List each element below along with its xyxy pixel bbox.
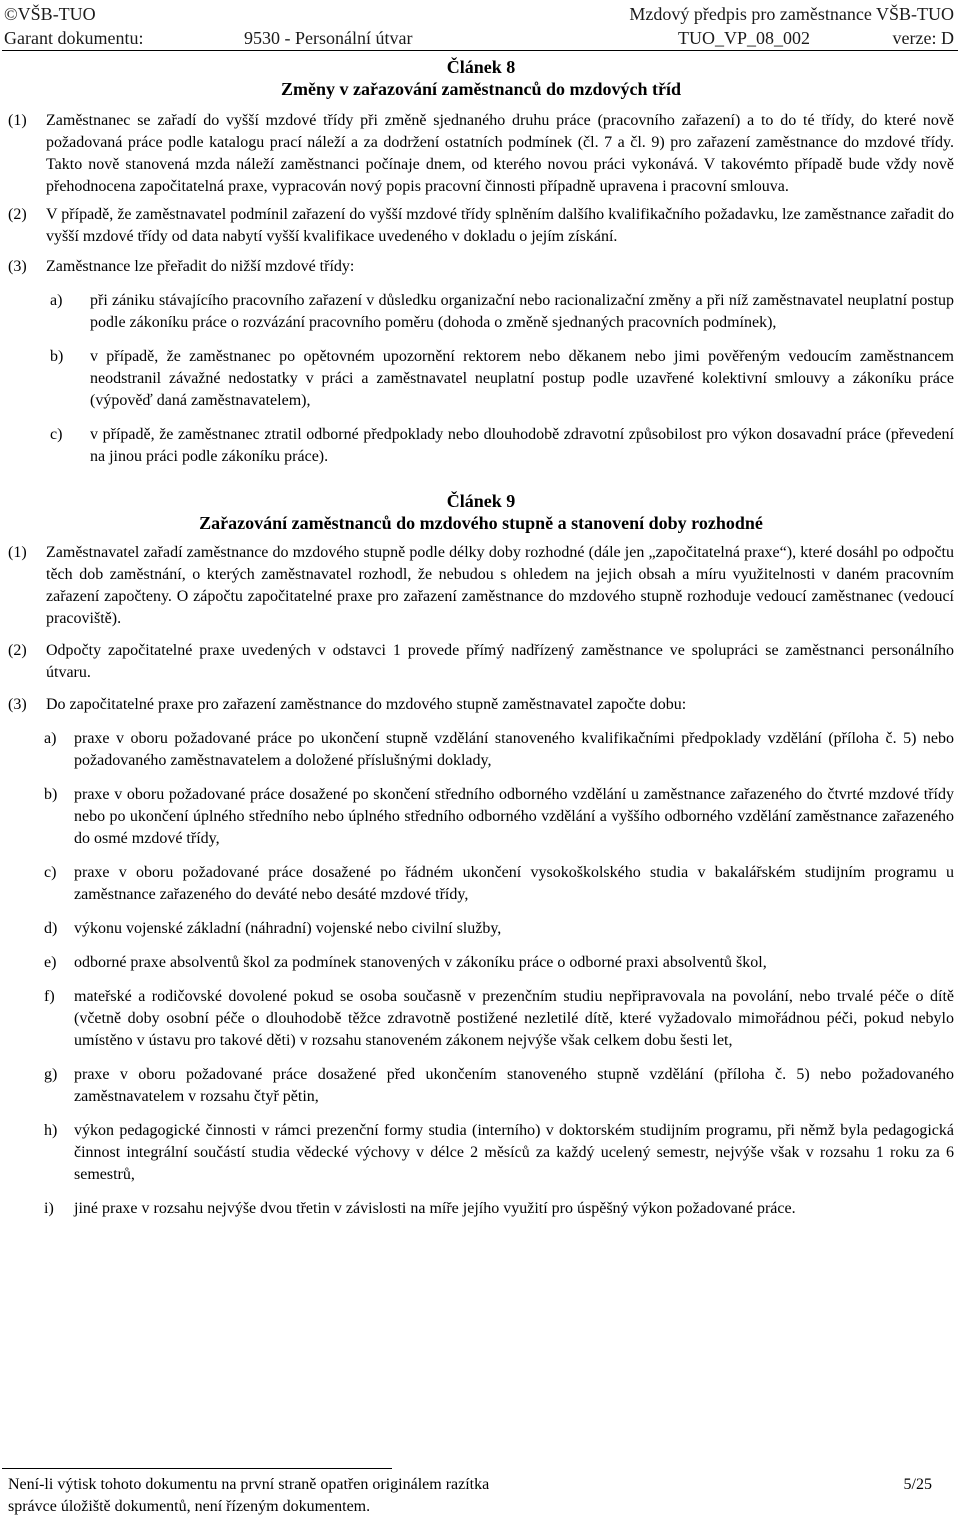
article-8-paragraph-1 xyxy=(8,110,954,198)
list-item xyxy=(8,1064,954,1108)
list-item-text: praxe v oboru požadované práce dosažené po skončení středního odborného vzdělání u zaměstnance zařazeného do čtvrté mzdové třídy nebo po ukončení úplného středního nebo úplného středního odborného vzdělání a vyššího odborného vzdělání zaměstnance zařazeného do osmé mzdové třídy, xyxy=(74,786,954,847)
list-item-label: i) xyxy=(44,1200,54,1217)
list-item-label: h) xyxy=(44,1122,58,1139)
list-item-text: odborné praxe absolventů škol za podmínek stanovených v zákoníku práce o odborné praxi absolventů škol, xyxy=(74,954,767,971)
footer-notice-line-1: Není-li výtisk tohoto dokumentu na první straně opatřen originálem razítka xyxy=(8,1476,490,1493)
paragraph-number: (2) xyxy=(8,206,27,223)
document-code: TUO_VP_08_002 xyxy=(678,28,811,48)
list-item-label: a) xyxy=(50,292,63,309)
list-item xyxy=(8,784,954,850)
list-item-text: praxe v oboru požadované práce dosažené po řádném ukončení vysokoškolského studia v bakalářském studijním programu u zaměstnance zařazeného do deváté nebo desáté mzdové třídy, xyxy=(74,864,954,903)
paragraph-number: (1) xyxy=(8,112,27,129)
list-item xyxy=(8,986,954,1052)
paragraph-text: Zaměstnavatel zařadí zaměstnance do mzdového stupně podle délky doby rozhodné (dále jen „započitatelná praxe“), které dosáhl po odpočtu těch dob zaměstnání, o kterých zaměstnavatel rozhodl, že nebudou s ohledem na jejich obsah a míru využitelnosti v daném pracovním zařazení započteny. O zápočtu započitatelné praxe pro zařazení zaměstnance do mzdového stupně rozhoduje vedoucí zaměstnanec (vedoucí pracoviště). xyxy=(46,544,954,627)
list-item-label: b) xyxy=(50,348,64,365)
list-item-text: mateřské a rodičovské dovolené pokud se osoba současně v prezenčním studiu nepřipravovala na povolání, nebo trvalé péče o dítě (včetně doby osobní péče o dlouhodobě těžce zdravotně postižené nezletilé dítě, které vyžadovalo mimořádnou péči, pokud nebylo umístěno v ústavu pro takové děti) v rozsahu stanoveném zákonem nejvýše však celkem dobu šesti let, xyxy=(74,988,954,1049)
header-divider xyxy=(2,50,958,51)
list-item-label: e) xyxy=(44,954,57,971)
list-item-text: výkonu vojenské základní (náhradní) vojenské nebo civilní služby, xyxy=(74,920,502,937)
list-item xyxy=(8,918,954,940)
footer-divider xyxy=(2,1468,392,1469)
list-item-text: praxe v oboru požadované práce po ukončení stupně vzdělání stanoveného kvalifikačními předpoklady vzdělání (příloha č. 5) nebo požadovaného zaměstnavatelem a doložené příslušnými doklady, xyxy=(74,730,954,769)
list-item-label: c) xyxy=(44,864,57,881)
article-8-number: Článek 8 xyxy=(446,57,516,77)
list-item xyxy=(8,952,954,974)
article-9-paragraph-1 xyxy=(8,542,954,630)
list-item-label: d) xyxy=(44,920,58,937)
paragraph-number: (3) xyxy=(8,258,27,275)
list-item-label: c) xyxy=(50,426,63,443)
article-8-paragraph-3 xyxy=(8,256,954,278)
list-item xyxy=(8,728,954,772)
list-item xyxy=(8,424,954,468)
article-9-title: Zařazování zaměstnanců do mzdového stupně a stanovení doby rozhodné xyxy=(199,513,763,533)
paragraph-text: Zaměstnance lze přeřadit do nižší mzdové třídy: xyxy=(46,258,355,275)
list-item xyxy=(8,290,954,334)
document-body xyxy=(8,56,954,1220)
list-item-label: f) xyxy=(44,988,55,1005)
paragraph-number: (1) xyxy=(8,544,27,561)
list-item xyxy=(8,1198,954,1220)
list-item-label: g) xyxy=(44,1066,58,1083)
list-item-text: v případě, že zaměstnanec ztratil odborné předpoklady nebo dlouhodobě zdravotní způsobilost pro výkon dosavadní práce (převedení na jinou práci podle zákoníku práce). xyxy=(90,426,954,465)
page-number: 5/25 xyxy=(903,1476,932,1493)
list-item-text: při zániku stávajícího pracovního zařazení v důsledku organizační nebo racionalizační změny a při níž zaměstnavatel neuplatní postup podle zákoníku práce o rozvázání pracovního poměru (dohoda o změně sjednaných pracovních podmínek), xyxy=(90,292,954,331)
paragraph-text: V případě, že zaměstnavatel podmínil zařazení do vyšší mzdové třídy splněním dalšího kvalifikačního požadavku, lze zaměstnance zařadit do vyšší mzdové třídy od data nabytí vyšší kvalifikace uvedeného v dokladu o jejím získání. xyxy=(46,206,954,245)
paragraph-text: Odpočty započitatelné praxe uvedených v odstavci 1 provede přímý nadřízený zaměstnance ve spolupráci se zaměstnanci personálního útvaru. xyxy=(46,642,954,681)
list-item xyxy=(8,862,954,906)
copyright-label: ©VŠB-TUO xyxy=(4,4,96,24)
article-9-number: Článek 9 xyxy=(446,491,516,511)
document-title: Mzdový předpis pro zaměstnance VŠB-TUO xyxy=(629,4,954,24)
list-item-text: praxe v oboru požadované práce dosažené před ukončením stanoveného stupně vzdělání (příloha č. 5) nebo požadovaného zaměstnavatelem v rozsahu čtyř pětin, xyxy=(74,1066,954,1105)
list-item-text: výkon pedagogické činnosti v rámci prezenční formy studia (interního) v doktorském studijním programu, při němž byla pedagogická činnost integrální součástí studia vědecké výchovy v délce 2 měsíců za každý ucelený semestr, nejvýše však v rozsahu 1 roku za 6 semestrů, xyxy=(74,1122,954,1183)
list-item-label: b) xyxy=(44,786,58,803)
paragraph-number: (3) xyxy=(8,696,27,713)
article-9-paragraph-2 xyxy=(8,640,954,684)
list-item-text: v případě, že zaměstnanec po opětovném upozornění rektorem nebo děkanem nebo jimi pověřeným vedoucím zaměstnancem neodstranil závažné nedostatky v práci a zaměstnavatel neuplatní postup podle uzavřené kolektivní smlouvy a zákoníku práce (výpověď daná zaměstnavatelem), xyxy=(90,348,954,409)
list-item xyxy=(8,346,954,412)
paragraph-text: Zaměstnanec se zařadí do vyšší mzdové třídy při změně sjednaného druhu práce (pracovního zařazení) a to do té třídy, do které nově požadovaná práce podle katalogu prací náleží a za dodržení ostatních podmínek (čl. 7 a čl. 9) pro zařazení zaměstnance do mzdové třídy. Takto nově stanovená mzda náleží zaměstnanci počínaje dnem, od kterého novou práci vykonává. V takovémto případě bude vždy nově přehodnocena započitatelná praxe, vypracován nový popis pracovní činnosti případně upravena i pracovní smlouva. xyxy=(46,112,954,195)
footer-notice-line-2: správce úložiště dokumentů, není řízeným dokumentem. xyxy=(8,1498,371,1515)
article-8-paragraph-2 xyxy=(8,204,954,248)
paragraph-number: (2) xyxy=(8,642,27,659)
paragraph-text: Do započitatelné praxe pro zařazení zaměstnance do mzdového stupně zaměstnavatel započte dobu: xyxy=(46,696,687,713)
document-version: verze: D xyxy=(892,28,954,48)
article-8-title: Změny v zařazování zaměstnanců do mzdových tříd xyxy=(281,79,681,99)
list-item-label: a) xyxy=(44,730,57,747)
list-item xyxy=(8,1120,954,1186)
page-footer xyxy=(8,1474,948,1518)
guarantor-value: 9530 - Personální útvar xyxy=(244,28,413,48)
guarantor-label: Garant dokumentu: xyxy=(4,28,144,48)
list-item-text: jiné praxe v rozsahu nejvýše dvou třetin v závislosti na míře jejího využití pro úspěšný výkon požadované práce. xyxy=(74,1200,796,1217)
article-9-paragraph-3 xyxy=(8,694,954,716)
